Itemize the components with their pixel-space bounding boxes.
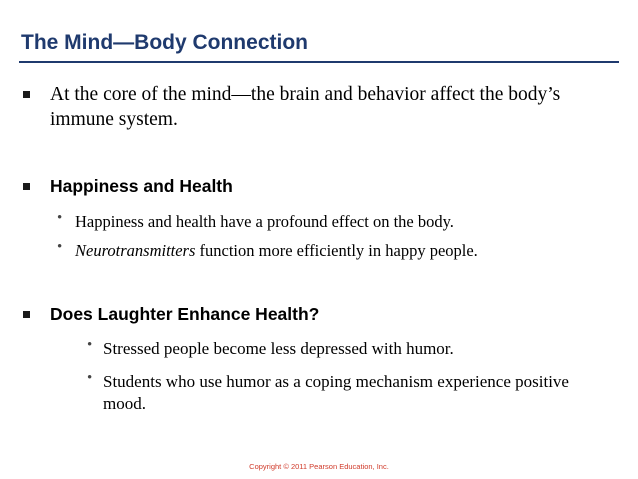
round-bullet-icon: • — [57, 210, 63, 226]
section-heading-happiness: Happiness and Health — [50, 176, 233, 196]
sub-bullet-text: Stressed people become less depressed with humor. — [103, 339, 454, 358]
copyright-footer: Copyright © 2011 Pearson Education, Inc. — [249, 462, 389, 471]
sub-bullet-rest: function more efficiently in happy people. — [195, 241, 478, 260]
bullet-text: At the core of the mind—the brain and behavior affect the body’s immune system. — [50, 84, 561, 130]
slide-title: The Mind—Body Connection — [21, 31, 308, 54]
sub-bullet-text: Students who use humor as a coping mechanism experience positive mood. — [103, 372, 569, 413]
section-heading-laughter: Does Laughter Enhance Health? — [50, 304, 320, 324]
title-divider — [19, 61, 619, 63]
square-bullet-icon — [23, 183, 30, 190]
square-bullet-icon — [23, 311, 30, 318]
neurotransmitters-term: Neurotransmitters — [75, 241, 196, 260]
round-bullet-icon: • — [87, 337, 93, 353]
square-bullet-icon — [23, 91, 30, 98]
round-bullet-icon: • — [87, 370, 93, 386]
round-bullet-icon: • — [57, 239, 63, 255]
sub-bullet-text: Happiness and health have a profound effect on the body. — [75, 212, 454, 231]
sub-bullet-text — [75, 240, 478, 261]
